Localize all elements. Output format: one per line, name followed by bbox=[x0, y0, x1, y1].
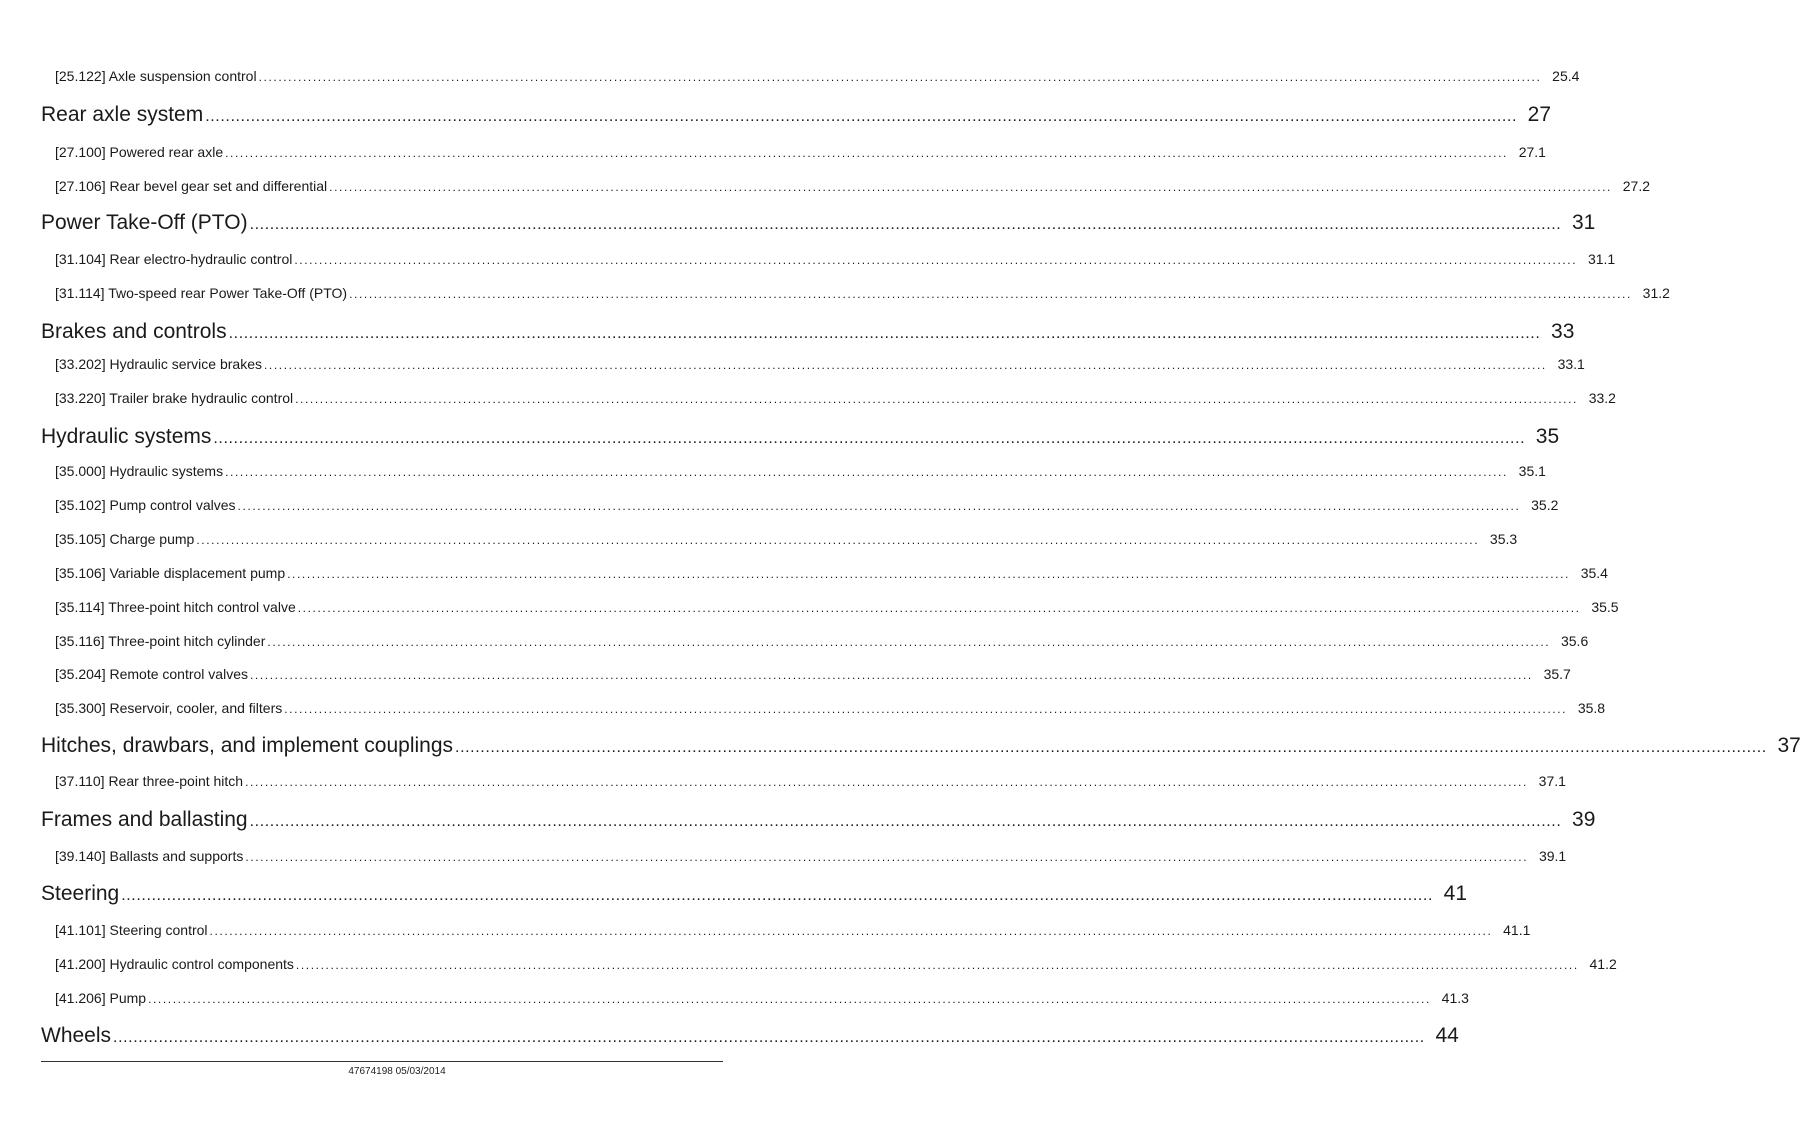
toc-entry-page-number: 35.4 bbox=[1580, 565, 1608, 581]
dot-leader: .................................................................................................................................................................................................................................................................... bbox=[295, 958, 1579, 972]
toc-entry-title: [35.102] Pump control valves bbox=[55, 497, 236, 513]
dot-leader: .................................................................................................................................................................................................................................................................... bbox=[329, 180, 1612, 194]
toc-subsection-entry[interactable] bbox=[55, 633, 1589, 649]
toc-entry-page-number: 35.6 bbox=[1560, 633, 1589, 649]
toc-entry-title: Frames and ballasting bbox=[41, 808, 248, 831]
toc-entry-title: [33.220] Trailer brake hydraulic control bbox=[55, 390, 294, 406]
toc-entry-title: Wheels bbox=[41, 1024, 112, 1047]
toc-entry-title: [35.000] Hydraulic systems bbox=[55, 463, 224, 479]
toc-subsection-entry[interactable] bbox=[55, 922, 1531, 938]
toc-entry-page-number: 35.8 bbox=[1577, 700, 1606, 716]
toc-entry-page-number: 27.1 bbox=[1518, 144, 1546, 160]
toc-subsection-entry[interactable] bbox=[55, 956, 1617, 972]
toc-entry-page-number: 33.1 bbox=[1557, 356, 1585, 372]
toc-entry-title: [31.114] Two-speed rear Power Take-Off (PTO) bbox=[55, 285, 348, 301]
toc-section-entry[interactable] bbox=[41, 425, 1560, 449]
toc-subsection-entry[interactable] bbox=[55, 251, 1616, 267]
toc-section-entry[interactable] bbox=[41, 1024, 1459, 1048]
toc-subsection-entry[interactable] bbox=[55, 565, 1608, 581]
toc-subsection-entry[interactable] bbox=[55, 285, 1670, 301]
dot-leader: .................................................................................................................................................................................................................................................................... bbox=[121, 887, 1433, 904]
dot-leader: .................................................................................................................................................................................................................................................................... bbox=[245, 775, 1528, 789]
toc-entry-page-number: 25.4 bbox=[1552, 68, 1580, 84]
dot-leader: .................................................................................................................................................................................................................................................................... bbox=[249, 216, 1562, 233]
toc-subsection-entry[interactable] bbox=[55, 68, 1580, 84]
toc-subsection-entry[interactable] bbox=[55, 463, 1546, 479]
dot-leader: .................................................................................................................................................................................................................................................................... bbox=[267, 635, 1551, 649]
toc-section-entry[interactable] bbox=[41, 103, 1551, 127]
toc-entry-page-number: 31.1 bbox=[1587, 251, 1616, 267]
toc-subsection-entry[interactable] bbox=[55, 531, 1518, 547]
toc-section-entry[interactable] bbox=[41, 211, 1596, 235]
dot-leader: .................................................................................................................................................................................................................................................................... bbox=[294, 253, 1578, 267]
toc-section-entry[interactable] bbox=[41, 882, 1467, 906]
toc-entry-page-number: 31.2 bbox=[1642, 285, 1670, 301]
toc-entry-title: [39.140] Ballasts and supports bbox=[55, 848, 244, 864]
toc-entry-title: [33.202] Hydraulic service brakes bbox=[55, 356, 262, 372]
toc-entry-page-number: 44 bbox=[1435, 1024, 1459, 1047]
toc-subsection-entry[interactable] bbox=[55, 773, 1566, 789]
dot-leader: .................................................................................................................................................................................................................................................................... bbox=[264, 358, 1547, 372]
toc-entry-page-number: 27 bbox=[1527, 103, 1551, 126]
toc-entry-page-number: 35.5 bbox=[1591, 599, 1619, 615]
dot-leader: .................................................................................................................................................................................................................................................................... bbox=[249, 813, 1562, 830]
toc-subsection-entry[interactable] bbox=[55, 848, 1567, 864]
toc-entry-title: [27.106] Rear bevel gear set and differential bbox=[55, 178, 328, 194]
toc-entry-page-number: 37 bbox=[1777, 734, 1801, 757]
toc-subsection-entry[interactable] bbox=[55, 666, 1571, 682]
toc-entry-title: [41.101] Steering control bbox=[55, 922, 208, 938]
dot-leader: .................................................................................................................................................................................................................................................................... bbox=[237, 499, 1521, 513]
toc-entry-title: [27.100] Powered rear axle bbox=[55, 144, 224, 160]
dot-leader: .................................................................................................................................................................................................................................................................... bbox=[228, 325, 1541, 342]
toc-entry-page-number: 39 bbox=[1572, 808, 1596, 831]
dot-leader: .................................................................................................................................................................................................................................................................... bbox=[295, 392, 1578, 406]
toc-subsection-entry[interactable] bbox=[55, 144, 1546, 160]
toc-entry-title: [35.116] Three-point hitch cylinder bbox=[55, 633, 266, 649]
toc-entry-title: Hydraulic systems bbox=[41, 425, 212, 448]
toc-entry-page-number: 31 bbox=[1572, 211, 1596, 234]
toc-entry-page-number: 33 bbox=[1551, 320, 1575, 343]
toc-entry-title: [25.122] Axle suspension control bbox=[55, 68, 257, 84]
toc-entry-page-number: 41.1 bbox=[1503, 922, 1531, 938]
toc-entry-title: [41.200] Hydraulic control components bbox=[55, 956, 294, 972]
toc-entry-title: Rear axle system bbox=[41, 103, 204, 126]
toc-entry-title: [35.106] Variable displacement pump bbox=[55, 565, 286, 581]
footer-document-number: 47674198 05/03/2014 bbox=[348, 1066, 446, 1077]
dot-leader: .................................................................................................................................................................................................................................................................... bbox=[284, 702, 1568, 716]
toc-entry-page-number: 27.2 bbox=[1622, 178, 1650, 194]
toc-entry-page-number: 35 bbox=[1535, 425, 1560, 448]
toc-section-entry[interactable] bbox=[41, 734, 1801, 758]
dot-leader: .................................................................................................................................................................................................................................................................... bbox=[225, 465, 1508, 479]
dot-leader: .................................................................................................................................................................................................................................................................... bbox=[196, 533, 1480, 547]
toc-entry-title: [35.300] Reservoir, cooler, and filters bbox=[55, 700, 283, 716]
dot-leader: .................................................................................................................................................................................................................................................................... bbox=[455, 739, 1767, 756]
toc-entry-title: [31.104] Rear electro-hydraulic control bbox=[55, 251, 293, 267]
toc-entry-page-number: 41.3 bbox=[1441, 990, 1469, 1006]
toc-entry-page-number: 35.1 bbox=[1518, 463, 1546, 479]
toc-entry-title: Power Take-Off (PTO) bbox=[41, 211, 248, 234]
dot-leader: .................................................................................................................................................................................................................................................................... bbox=[148, 992, 1431, 1006]
dot-leader: .................................................................................................................................................................................................................................................................... bbox=[113, 1029, 1425, 1046]
toc-subsection-entry[interactable] bbox=[55, 356, 1585, 372]
dot-leader: .................................................................................................................................................................................................................................................................... bbox=[250, 668, 1533, 682]
dot-leader: .................................................................................................................................................................................................................................................................... bbox=[258, 70, 1542, 84]
toc-entry-page-number: 35.3 bbox=[1489, 531, 1518, 547]
dot-leader: .................................................................................................................................................................................................................................................................... bbox=[225, 146, 1508, 160]
toc-entry-title: [35.105] Charge pump bbox=[55, 531, 195, 547]
toc-entry-page-number: 39.1 bbox=[1538, 848, 1567, 864]
toc-entry-title: [35.114] Three-point hitch control valve bbox=[55, 599, 296, 615]
toc-entry-page-number: 41 bbox=[1443, 882, 1467, 905]
toc-entry-page-number: 41.2 bbox=[1589, 956, 1617, 972]
dot-leader: .................................................................................................................................................................................................................................................................... bbox=[205, 108, 1517, 125]
dot-leader: .................................................................................................................................................................................................................................................................... bbox=[245, 850, 1529, 864]
toc-entry-title: Brakes and controls bbox=[41, 320, 227, 343]
footer-divider bbox=[41, 1061, 723, 1062]
dot-leader: .................................................................................................................................................................................................................................................................... bbox=[287, 567, 1570, 581]
toc-subsection-entry[interactable] bbox=[55, 700, 1606, 716]
toc-subsection-entry[interactable] bbox=[55, 390, 1616, 406]
toc-entry-title: [35.204] Remote control valves bbox=[55, 666, 248, 682]
toc-entry-title: [37.110] Rear three-point hitch bbox=[55, 773, 244, 789]
toc-entry-page-number: 33.2 bbox=[1588, 390, 1616, 406]
toc-subsection-entry[interactable] bbox=[55, 599, 1619, 615]
dot-leader: .................................................................................................................................................................................................................................................................... bbox=[213, 430, 1526, 447]
toc-section-entry[interactable] bbox=[41, 320, 1575, 344]
toc-entry-page-number: 35.2 bbox=[1531, 497, 1559, 513]
toc-entry-title: Steering bbox=[41, 882, 120, 905]
toc-entry-page-number: 35.7 bbox=[1543, 666, 1571, 682]
toc-subsection-entry[interactable] bbox=[55, 990, 1469, 1006]
toc-entry-title: Hitches, drawbars, and implement couplings bbox=[41, 734, 454, 757]
dot-leader: .................................................................................................................................................................................................................................................................... bbox=[297, 601, 1581, 615]
toc-entry-page-number: 37.1 bbox=[1538, 773, 1566, 789]
toc-subsection-entry[interactable] bbox=[55, 178, 1650, 194]
toc-entry-title: [41.206] Pump bbox=[55, 990, 147, 1006]
dot-leader: .................................................................................................................................................................................................................................................................... bbox=[349, 287, 1632, 301]
toc-section-entry[interactable] bbox=[41, 808, 1596, 832]
dot-leader: .................................................................................................................................................................................................................................................................... bbox=[209, 924, 1493, 938]
toc-subsection-entry[interactable] bbox=[55, 497, 1559, 513]
